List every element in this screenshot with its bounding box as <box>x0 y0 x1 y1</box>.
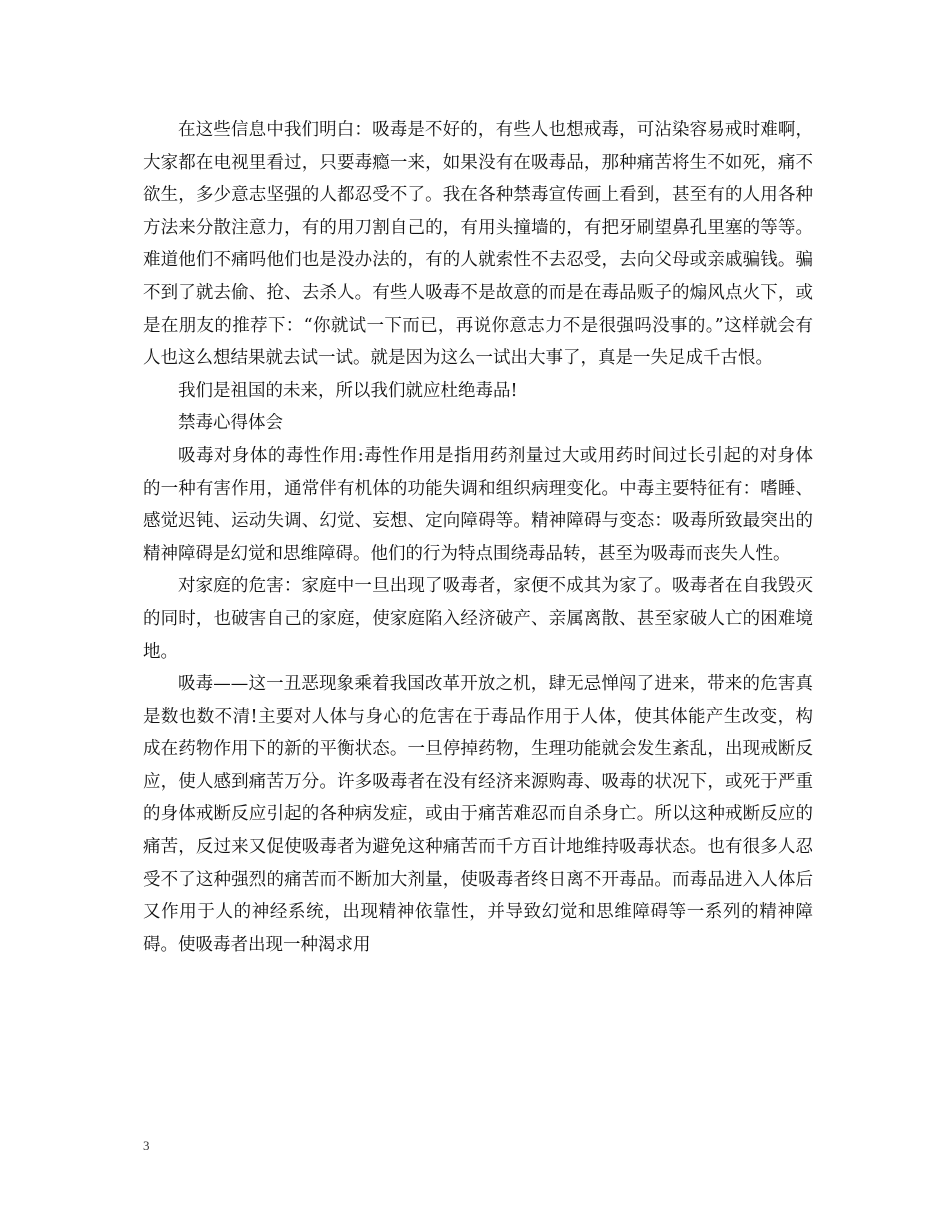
paragraph: 在这些信息中我们明白：吸毒是不好的，有些人也想戒毒，可沾染容易戒时难啊，大家都在电视里看过，只要毒瘾一来，如果没有在吸毒品，那种痛苦将生不如死，痛不欲生，多少意志坚强的人都忍受不了。我在各种禁毒宣传画上看到，甚至有的人用各种方法来分散注意力，有的用刀割自己的，有用头撞墙的，有把牙刷望鼻孔里塞的等等。难道他们不痛吗他们也是没办法的，有的人就索性不去忍受，去向父母或亲戚骗钱。骗不到了就去偷、抢、去杀人。有些人吸毒不是故意的而是在毒品贩子的煽风点火下，或是在朋友的推荐下：“你就试一下而已，再说你意志力不是很强吗没事的。”这样就会有人也这么想结果就去试一试。就是因为这么一试出大事了，真是一失足成千古恨。 <box>143 120 813 369</box>
paragraph: 我们是祖国的未来，所以我们就应杜绝毒品! <box>178 380 518 401</box>
paragraph: 对家庭的危害：家庭中一旦出现了吸毒者，家便不成其为家了。吸毒者在自我毁灭的同时，也破害自己的家庭，使家庭陷入经济破产、亲属离散、甚至家破人亡的困难境地。 <box>143 576 813 662</box>
paragraph: 吸毒——这一丑恶现象乘着我国改革开放之机，肆无忌惮闯了进来，带来的危害真是数也数不清!主要对人体与身心的危害在于毒品作用于人体，使其体能产生改变，构成在药物作用下的新的平衡状态。一旦停掉药物，生理功能就会发生紊乱，出现戒断反应，使人感到痛苦万分。许多吸毒者在没有经济来源购毒、吸毒的状况下，或死于严重的身体戒断反应引起的各种病发症，或由于痛苦难忍而自杀身亡。所以这种戒断反应的痛苦，反过来又促使吸毒者为避免这种痛苦而千方百计地维持吸毒状态。也有很多人忍受不了这种强烈的痛苦而不断加大剂量，使吸毒者终日离不开毒品。而毒品进入人体后又作用于人的神经系统，出现精神依靠性，并导致幻觉和思维障碍等一系列的精神障碍。使吸毒者出现一种渴求用 <box>143 674 813 955</box>
document-body <box>143 114 813 961</box>
page-number: 3 <box>143 1138 150 1153</box>
section-heading: 禁毒心得体会 <box>178 413 283 434</box>
paragraph: 吸毒对身体的毒性作用:毒性作用是指用药剂量过大或用药时间过长引起的对身体的一种有害作用，通常伴有机体的功能失调和组织病理变化。中毒主要特征有：嗜睡、感觉迟钝、运动失调、幻觉、妄想、定向障碍等。精神障碍与变态：吸毒所致最突出的精神障碍是幻觉和思维障碍。他们的行为特点围绕毒品转，甚至为吸毒而丧失人性。 <box>143 445 813 564</box>
